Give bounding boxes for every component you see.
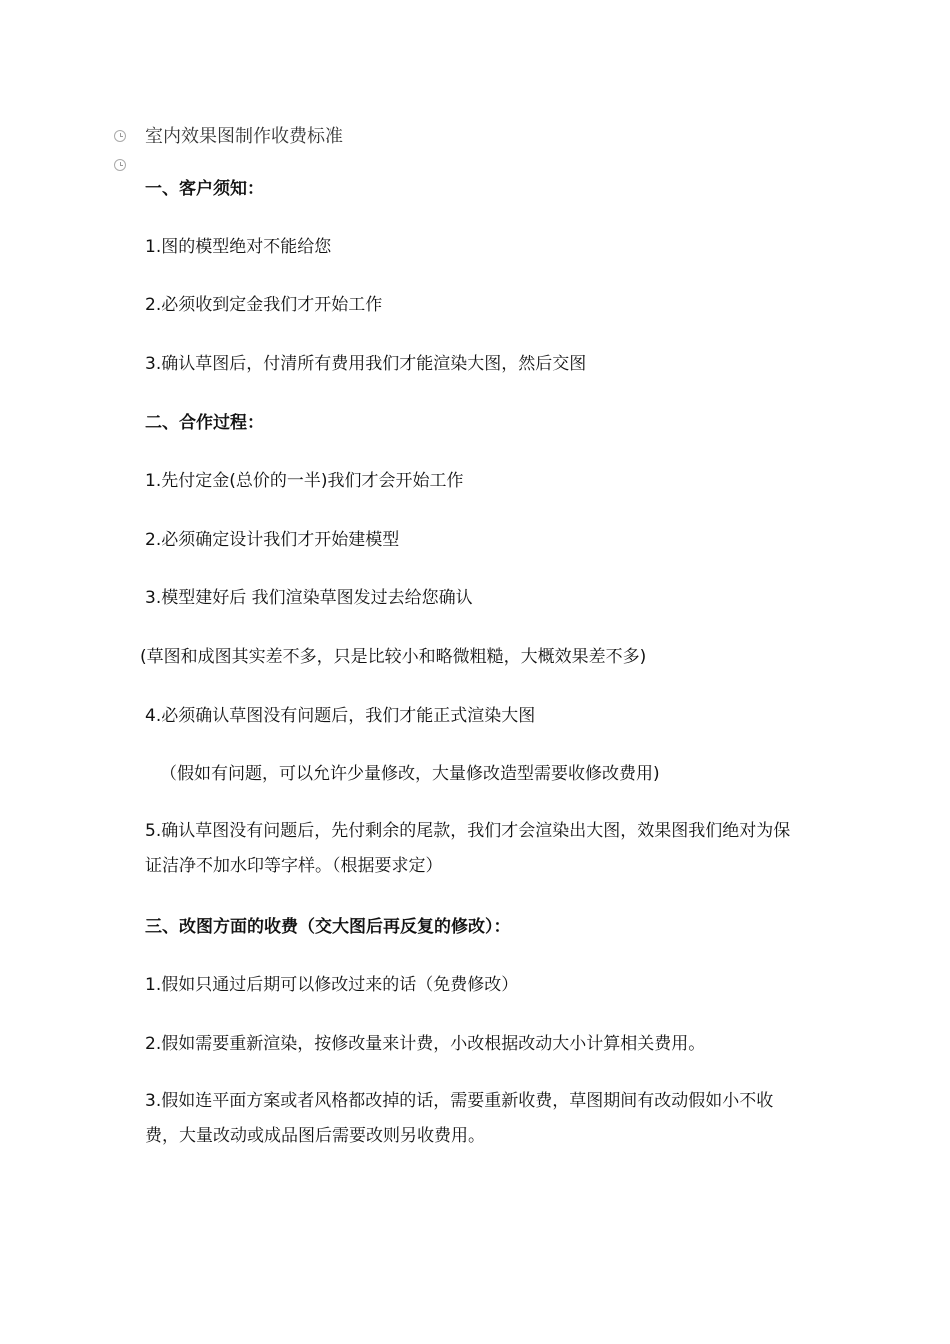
list-item: 3.确认草图后，付清所有费用我们才能渲染大图，然后交图 [145, 354, 587, 374]
section-heading-3: 三、改图方面的收费（交大图后再反复的修改）： [145, 917, 511, 937]
list-item: 5.确认草图没有问题后，先付剩余的尾款，我们才会渲染出大图，效果图我们绝对为保证洁净不加水印等字样。（根据要求定） [145, 821, 791, 876]
clock-icon [114, 130, 126, 142]
section-heading-2: 二、合作过程： [145, 413, 264, 433]
list-item: 2.假如需要重新渲染，按修改量来计费，小改根据改动大小计算相关费用。 [145, 1034, 706, 1054]
clock-icon [114, 159, 126, 171]
list-item: 3.模型建好后 我们渲染草图发过去给您确认 [145, 588, 473, 608]
list-item-note: （假如有问题，可以允许少量修改，大量修改造型需要收修改费用) [160, 764, 660, 784]
list-item: 3.假如连平面方案或者风格都改掉的话，需要重新收费，草图期间有改动假如小不收费，大量改动或成品图后需要改则另收费用。 [145, 1091, 774, 1146]
list-item: 1.图的模型绝对不能给您 [145, 237, 332, 257]
list-item: 4.必须确认草图没有问题后，我们才能正式渲染大图 [145, 706, 536, 726]
section-heading-1: 一、客户须知： [145, 179, 264, 199]
list-item: 2.必须确定设计我们才开始建模型 [145, 530, 400, 550]
list-item: 2.必须收到定金我们才开始工作 [145, 295, 383, 315]
list-item-note: (草图和成图其实差不多，只是比较小和略微粗糙，大概效果差不多) [140, 647, 647, 667]
document-title: 室内效果图制作收费标准 [145, 126, 343, 147]
list-item: 1.假如只通过后期可以修改过来的话（免费修改） [145, 975, 519, 995]
list-item: 1.先付定金(总价的一半)我们才会开始工作 [145, 471, 464, 491]
